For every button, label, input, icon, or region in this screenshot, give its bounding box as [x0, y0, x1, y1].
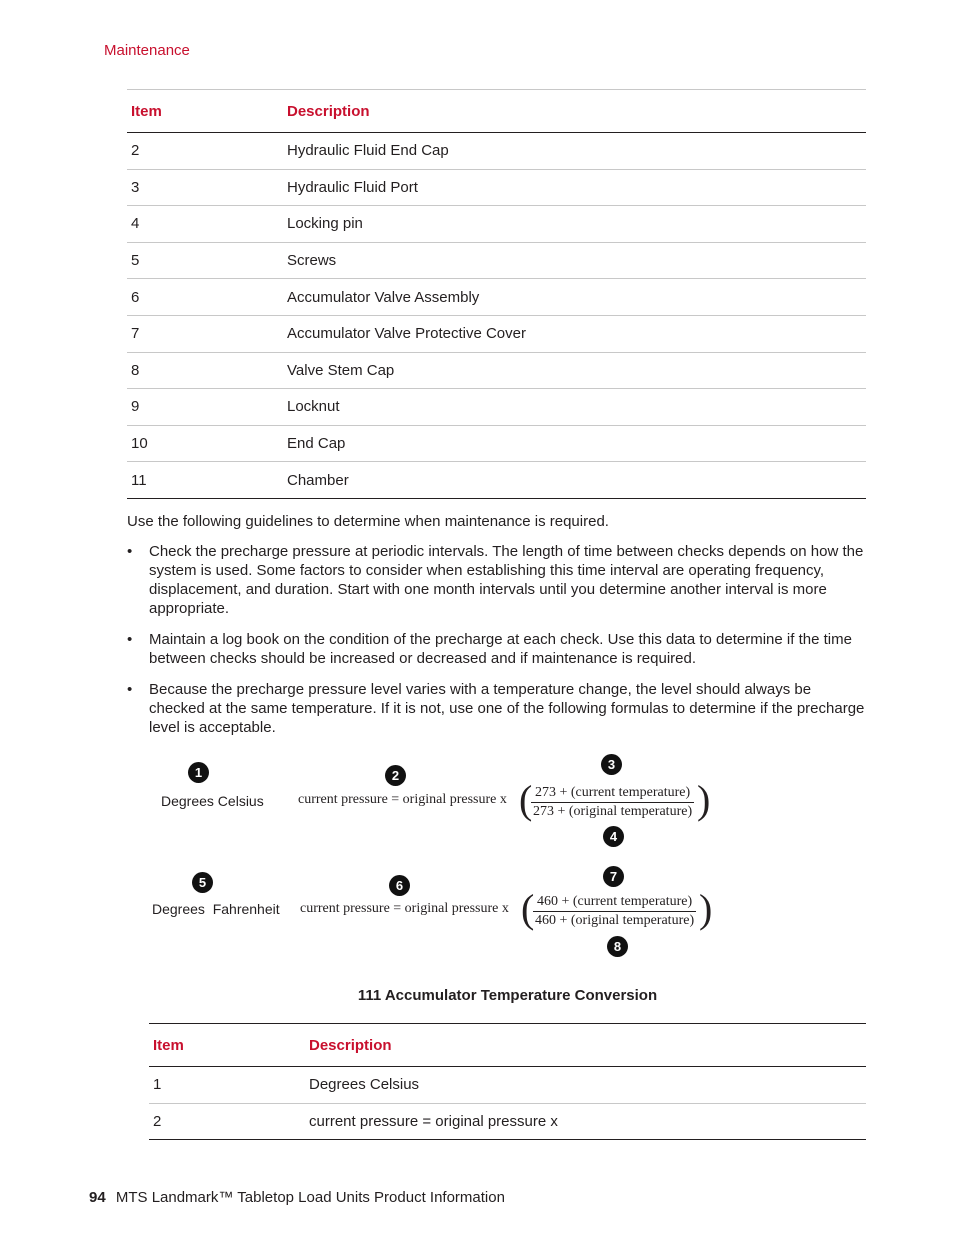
intro-paragraph: Use the following guidelines to determine when maintenance is required. [127, 513, 609, 530]
table-row [127, 206, 866, 243]
table-row [149, 1103, 866, 1140]
callout-5: 5 [192, 872, 213, 893]
table-header-row [149, 1024, 866, 1067]
callout-3: 3 [601, 754, 622, 775]
table-row [127, 279, 866, 316]
table-row [127, 462, 866, 499]
item-cell: 10 [127, 425, 283, 462]
table-header-row [127, 90, 866, 133]
item-cell: 1 [149, 1067, 305, 1104]
celsius-denominator: 273 + (original temperature) [533, 804, 693, 819]
fahrenheit-numerator: 460 + (current temperature) [533, 894, 696, 912]
table-row [127, 133, 866, 170]
fahrenheit-denominator: 460 + (original temperature) [535, 913, 695, 928]
callout-8: 8 [607, 936, 628, 957]
table-row [127, 425, 866, 462]
table-row [127, 242, 866, 279]
list-item [127, 680, 867, 737]
table-row [149, 1067, 866, 1104]
list-item [127, 630, 867, 668]
column-header-description: Description [283, 90, 866, 133]
description-cell: Degrees Celsius [305, 1067, 866, 1104]
column-header-item: Item [149, 1024, 305, 1067]
item-cell: 9 [127, 389, 283, 426]
bullet-icon: • [127, 681, 133, 698]
item-cell: 11 [127, 462, 283, 499]
item-cell: 5 [127, 242, 283, 279]
fahrenheit-formula: current pressure = original pressure x [300, 901, 509, 916]
column-header-description: Description [305, 1024, 866, 1067]
description-cell: End Cap [283, 425, 866, 462]
fahrenheit-fraction [533, 894, 696, 929]
item-cell: 2 [149, 1103, 305, 1140]
table-row [127, 169, 866, 206]
close-paren: ) [699, 886, 713, 931]
item-cell: 3 [127, 169, 283, 206]
document-title: MTS Landmark™ Tabletop Load Units Product Information [115, 1189, 505, 1206]
description-cell: Locking pin [283, 206, 866, 243]
callout-4: 4 [603, 826, 624, 847]
temperature-conversion-figure [145, 750, 725, 965]
description-cell: Valve Stem Cap [283, 352, 866, 389]
open-paren: ( [521, 886, 535, 931]
description-cell: Screws [283, 242, 866, 279]
callout-2: 2 [385, 765, 406, 786]
table-row [127, 352, 866, 389]
table-row [127, 389, 866, 426]
description-cell: Hydraulic Fluid Port [283, 169, 866, 206]
bullet-icon: • [127, 543, 133, 560]
celsius-fraction [531, 785, 694, 820]
description-cell: Accumulator Valve Protective Cover [283, 315, 866, 352]
close-paren: ) [697, 777, 711, 822]
bullet-text: Because the precharge pressure level varies with a temperature change, the level should always be checked at the same temperature. If it is not, use one of the following formulas to determine if the precharge level is acceptable. [149, 681, 865, 736]
page-number: 94 [89, 1189, 106, 1206]
figure-legend-table [149, 1023, 866, 1140]
celsius-label: Degrees Celsius [161, 793, 264, 809]
fahrenheit-label: Degrees Fahrenheit [152, 901, 280, 917]
description-cell: Chamber [283, 462, 866, 499]
list-item [127, 542, 867, 618]
column-header-item: Item [127, 90, 283, 133]
callout-1: 1 [188, 762, 209, 783]
guideline-list [127, 542, 867, 749]
bullet-text: Check the precharge pressure at periodic intervals. The length of time between checks depends on how the system is used. Some factors to consider when establishing this time interval are operating frequency, displacement, and duration. Start with one month intervals until you determine another interval is more appropriate. [149, 543, 864, 617]
table-row [127, 315, 866, 352]
item-cell: 7 [127, 315, 283, 352]
parts-table [127, 89, 866, 499]
figure-caption: 111 Accumulator Temperature Conversion [357, 987, 658, 1004]
callout-6: 6 [389, 875, 410, 896]
item-cell: 4 [127, 206, 283, 243]
celsius-numerator: 273 + (current temperature) [531, 785, 694, 803]
celsius-formula: current pressure = original pressure x [298, 792, 507, 807]
bullet-icon: • [127, 631, 133, 648]
section-title: Maintenance [104, 42, 190, 59]
open-paren: ( [519, 777, 533, 822]
description-cell: Accumulator Valve Assembly [283, 279, 866, 316]
description-cell: Locknut [283, 389, 866, 426]
item-cell: 2 [127, 133, 283, 170]
description-cell: Hydraulic Fluid End Cap [283, 133, 866, 170]
item-cell: 8 [127, 352, 283, 389]
page-footer [89, 1189, 505, 1206]
item-cell: 6 [127, 279, 283, 316]
bullet-text: Maintain a log book on the condition of the precharge at each check. Use this data to determine if the time between checks should be increased or decreased and if maintenance is required. [149, 631, 852, 667]
description-cell: current pressure = original pressure x [305, 1103, 866, 1140]
callout-7: 7 [603, 866, 624, 887]
